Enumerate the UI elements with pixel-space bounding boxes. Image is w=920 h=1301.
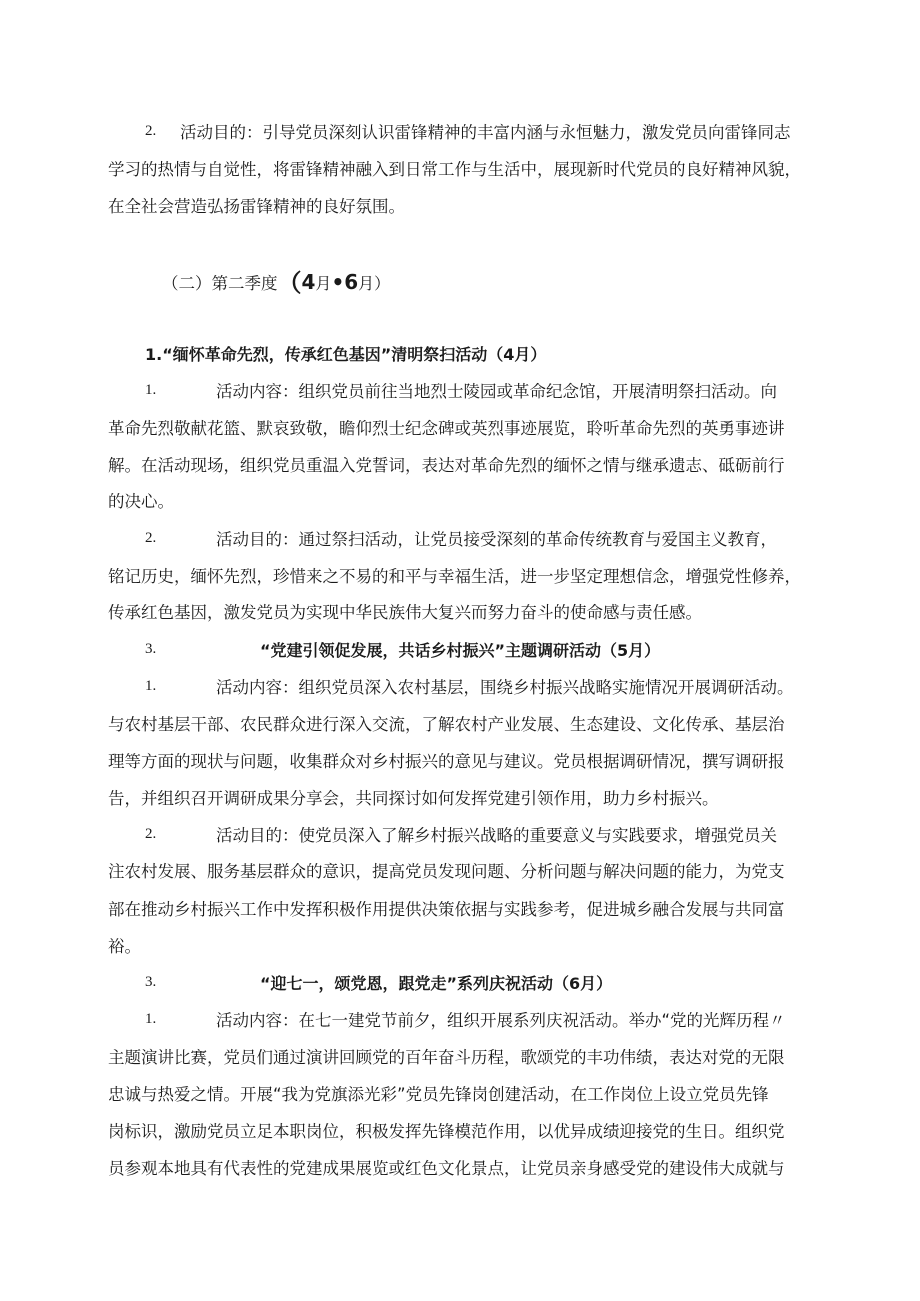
paragraph-line: 忠诚与热爱之情。开展“我为党旗添光彩”党员先锋岗创建活动，在工作岗位上设立党员先锋 (108, 1085, 769, 1104)
activity-title: “党建引领促发展，共话乡村振兴”主题调研活动（5月） (260, 641, 661, 660)
paragraph-line: 铭记历史，缅怀先烈，珍惜来之不易的和平与幸福生活，进一步坚定理想信念，增强党性修养， (108, 567, 801, 586)
paragraph-line: 与农村基层干部、农民群众进行深入交流，了解农村产业发展、生态建设、文化传承、基层治 (108, 715, 785, 734)
paragraph-line: 传承红色基因，激发党员为实现中华民族伟大复兴而努力奋斗的使命感与责任感。 (108, 603, 702, 622)
paragraph-line: 解。在活动现场，组织党员重温入党誓词，表达对革命先烈的缅怀之情与继承遗志、砥砺前行 (108, 456, 785, 475)
paragraph-line: 注农村发展、服务基层群众的意识，提高党员发现问题、分析问题与解决问题的能力，为党支 (108, 862, 785, 881)
paragraph-line: 裕。 (108, 937, 141, 956)
paragraph-line: 活动内容：组织党员深入农村基层，围绕乡村振兴战略实施情况开展调研活动。 (216, 678, 794, 697)
item-number: 2. (145, 826, 157, 842)
item-number: 1. (145, 678, 157, 694)
activity-title: “迎七一，颂党恩，跟党走”系列庆祝活动（6月） (260, 974, 613, 993)
paragraph-line: 告，并组织召开调研成果分享会，共同探讨如何发挥党建引领作用，助力乡村振兴。 (108, 789, 719, 808)
item-number: 2. (145, 123, 157, 139)
item-number: 2. (145, 530, 157, 546)
paragraph-line: 学习的热情与自觉性，将雷锋精神融入到日常工作与生活中，展现新时代党员的良好精神风貌， (108, 160, 801, 179)
paragraph-line: 的决心。 (108, 492, 174, 511)
paragraph-line: 活动目的：通过祭扫活动，让党员接受深刻的革命传统教育与爱国主义教育， (216, 530, 777, 549)
paragraph-line: 员参观本地具有代表性的党建成果展览或红色文化景点，让党员亲身感受党的建设伟大成就与 (108, 1159, 785, 1178)
activity-title: 1.“缅怀革命先烈，传承红色基因”清明祭扫活动（4月） (145, 345, 547, 364)
paragraph-line: 革命先烈敬献花篮、默哀致敬，瞻仰烈士纪念碑或英烈事迹展览，聆听革命先烈的英勇事迹讲 (108, 419, 785, 438)
item-number: 3. (145, 974, 157, 990)
paragraph-line: 活动目的：使党员深入了解乡村振兴战略的重要意义与实践要求，增强党员关 (216, 826, 777, 845)
paragraph-line: 岗标识，激励党员立足本职岗位，积极发挥先锋模范作用，以优异成绩迎接党的生日。组织党 (108, 1122, 785, 1141)
paragraph-line: 活动内容：组织党员前往当地烈士陵园或革命纪念馆，开展清明祭扫活动。向 (216, 382, 777, 401)
item-number: 1. (145, 1011, 157, 1027)
paragraph-line: 部在推动乡村振兴工作中发挥积极作用提供决策依据与实践参考，促进城乡融合发展与共同富 (108, 900, 785, 919)
paragraph-line: 活动内容：在七一建党节前夕，组织开展系列庆祝活动。举办“党的光辉历程〃 (216, 1011, 786, 1030)
paragraph-line: 活动目的：引导党员深刻认识雷锋精神的丰富内涵与永恒魅力，激发党员向雷锋同志 (180, 123, 791, 142)
season-heading: （二）第二季度（4月•6月） (162, 269, 391, 297)
paragraph-line: 在全社会营造弘扬雷锋精神的良好氛围。 (108, 197, 405, 216)
paragraph-line: 主题演讲比赛，党员们通过演讲回顾党的百年奋斗历程，歌颂党的丰功伟绩，表达对党的无限 (108, 1048, 785, 1067)
item-number: 3. (145, 641, 157, 657)
paragraph-line: 理等方面的现状与问题，收集群众对乡村振兴的意见与建议。党员根据调研情况，撰写调研报 (108, 752, 785, 771)
item-number: 1. (145, 382, 157, 398)
